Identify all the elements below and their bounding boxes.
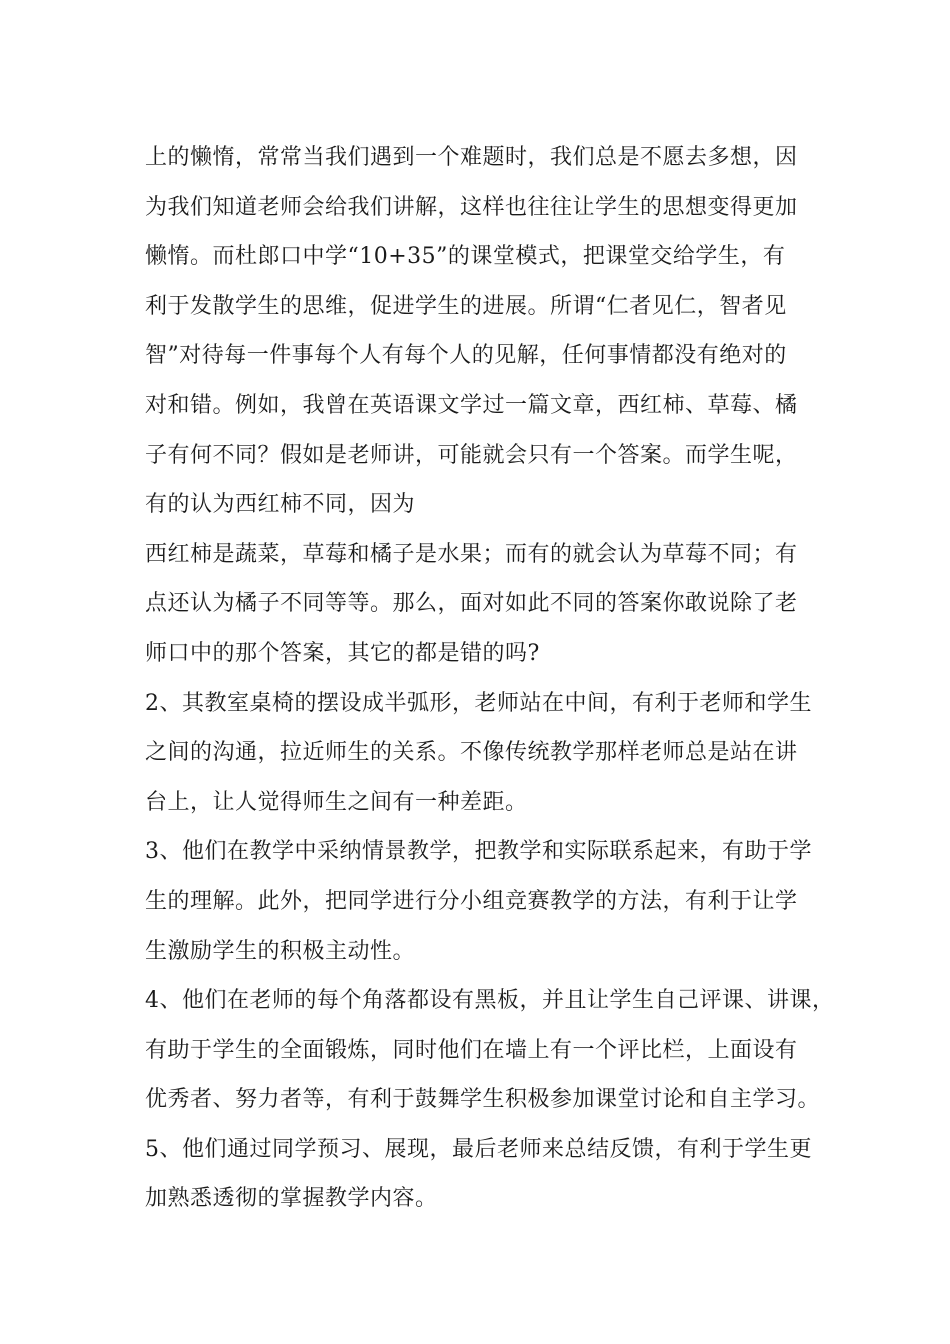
text-line: 2、其教室桌椅的摆设成半弧形，老师站在中间，有利于老师和学生 [145, 690, 812, 716]
text-line: 优秀者、努力者等，有利于鼓舞学生积极参加课堂讨论和自主学习。 [145, 1087, 821, 1113]
text-line: 师口中的那个答案，其它的都是错的吗? [145, 640, 540, 666]
text-line: 台上，让人觉得师生之间有一种差距。 [145, 789, 528, 815]
body-text [145, 133, 835, 1224]
text-line: 西红柿是蔬菜，草莓和橘子是水果；而有的就会认为草莓不同；有 [145, 541, 798, 567]
text-line: 懒惰。而杜郎口中学“10+35”的课堂模式，把课堂交给学生，有 [145, 244, 786, 270]
text-line: 之间的沟通，拉近师生的关系。不像传统教学那样老师总是站在讲 [145, 740, 798, 766]
text-line: 对和错。例如，我曾在英语课文学过一篇文章，西红柿、草莓、橘 [145, 392, 798, 418]
text-line: 智”对待每一件事每个人有每个人的见解，任何事情都没有绝对的 [145, 343, 787, 369]
text-line: 3、他们在教学中采纳情景教学，把教学和实际联系起来，有助于学 [145, 839, 812, 865]
text-line: 点还认为橘子不同等等。那么，面对如此不同的答案你敢说除了老 [145, 591, 798, 617]
text-line: 4、他们在老师的每个角落都设有黑板，并且让学生自己评课、讲课， [145, 988, 835, 1014]
text-line: 为我们知道老师会给我们讲解，这样也往往让学生的思想变得更加 [145, 194, 798, 220]
text-line: 上的懒惰，常常当我们遇到一个难题时，我们总是不愿去多想，因 [145, 145, 798, 170]
text-line: 利于发散学生的思维，促进学生的进展。所谓“仁者见仁，智者见 [145, 293, 787, 319]
text-line: 有的认为西红柿不同，因为 [145, 492, 416, 518]
text-line: 加熟悉透彻的掌握教学内容。 [145, 1186, 438, 1212]
text-line: 子有何不同？假如是老师讲，可能就会只有一个答案。而学生呢， [145, 442, 798, 468]
text-line: 生激励学生的积极主动性。 [145, 938, 416, 964]
text-line: 有助于学生的全面锻炼，同时他们在墙上有一个评比栏，上面设有 [145, 1037, 798, 1063]
text-line: 5、他们通过同学预习、展现，最后老师来总结反馈，有利于学生更 [145, 1136, 812, 1162]
text-line: 生的理解。此外，把同学进行分小组竞赛教学的方法，有利于让学 [145, 888, 798, 914]
